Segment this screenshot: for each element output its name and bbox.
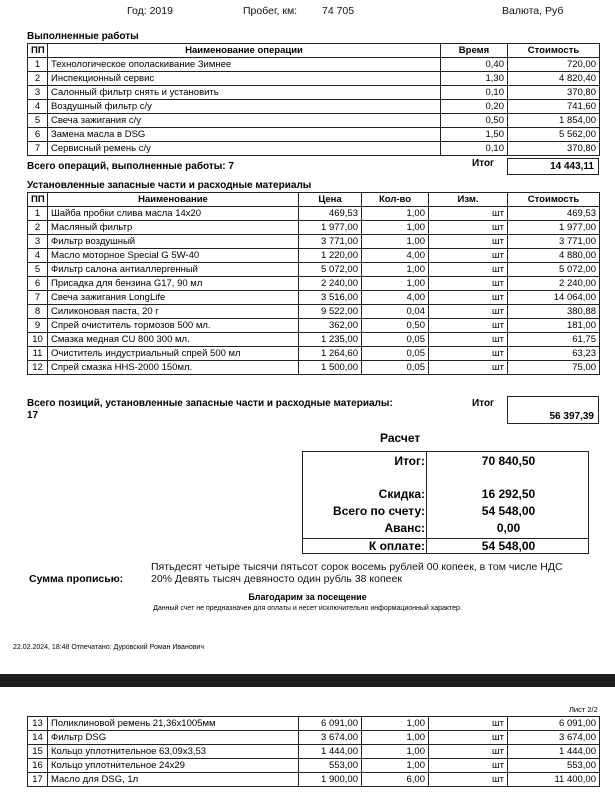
part-name: Масло моторное Special G 5W-40 — [48, 249, 299, 263]
operation-time: 1,30 — [441, 72, 508, 86]
part-unit: шт — [429, 717, 508, 731]
part-price: 9 522,00 — [299, 305, 362, 319]
part-unit: шт — [429, 347, 508, 361]
operation-name: Сервисный ремень с/у — [48, 142, 441, 156]
part-name: Присадка для бензина G17, 90 мл — [48, 277, 299, 291]
year-value: 2019 — [149, 5, 173, 17]
part-quantity: 6,00 — [362, 773, 429, 787]
part-name: Свеча зажигания LongLife — [48, 291, 299, 305]
part-unit: шт — [429, 263, 508, 277]
part-quantity: 1,00 — [362, 717, 429, 731]
col-header-number: ПП — [28, 44, 48, 58]
part-unit: шт — [429, 319, 508, 333]
works-row — [28, 142, 600, 156]
parts-row — [28, 319, 600, 333]
row-number: 3 — [28, 235, 48, 249]
part-unit: шт — [429, 235, 508, 249]
part-quantity: 1,00 — [362, 235, 429, 249]
operation-time: 0,10 — [441, 86, 508, 100]
part-price: 3 674,00 — [299, 731, 362, 745]
parts-row — [28, 361, 600, 375]
operation-time: 0,50 — [441, 114, 508, 128]
part-quantity: 1,00 — [362, 277, 429, 291]
part-quantity: 4,00 — [362, 291, 429, 305]
part-unit: шт — [429, 277, 508, 291]
row-number: 5 — [28, 114, 48, 128]
sheet-number: Лист 2/2 — [569, 705, 598, 714]
amount-words-label: Сумма прописью: — [29, 573, 124, 585]
parts-row — [28, 277, 600, 291]
parts-row — [28, 305, 600, 319]
part-price: 6 091,00 — [299, 717, 362, 731]
cut-off-header-line — [0, 0, 615, 1]
operation-cost: 5 562,00 — [508, 128, 600, 142]
part-price: 362,00 — [299, 319, 362, 333]
parts-row — [28, 745, 600, 759]
operation-cost: 370,80 — [508, 142, 600, 156]
row-number: 7 — [28, 142, 48, 156]
parts-row — [28, 235, 600, 249]
part-unit: шт — [429, 759, 508, 773]
part-unit: шт — [429, 249, 508, 263]
parts-row — [28, 773, 600, 787]
operation-name: Замена масла в DSG — [48, 128, 441, 142]
disclaimer-text: Данный счет не предназначен для оплаты и несет исключительно информационный характер. — [153, 605, 462, 612]
part-price: 3 771,00 — [299, 235, 362, 249]
mileage-label: Пробег, км: — [243, 5, 298, 17]
parts-section-title: Установленные запасные части и расходные материалы — [27, 180, 312, 191]
calc-value: 16 292,50 — [481, 487, 536, 501]
row-number: 12 — [28, 361, 48, 375]
parts-row — [28, 333, 600, 347]
part-cost: 3 674,00 — [508, 731, 600, 745]
thanks-text: Благодарим за посещение — [248, 592, 367, 602]
part-quantity: 0,05 — [362, 333, 429, 347]
works-summary: Всего операций, выполненные работы: 7 — [27, 161, 234, 172]
calc-value: 54 548,00 — [481, 504, 536, 518]
calc-value: 0,00 — [496, 521, 521, 535]
works-row — [28, 86, 600, 100]
parts-row — [28, 291, 600, 305]
part-name: Очиститель индустриальный спрей 500 мл — [48, 347, 299, 361]
part-name: Шайба пробки слива масла 14x20 — [48, 207, 299, 221]
parts-summary-line2: 17 — [27, 410, 39, 421]
part-name: Спрей очиститель тормозов 500 мл. — [48, 319, 299, 333]
row-number: 17 — [28, 773, 48, 787]
mileage-value: 74 705 — [322, 5, 355, 17]
part-price: 553,00 — [299, 759, 362, 773]
part-quantity: 0,05 — [362, 347, 429, 361]
amount-words-line1: Пятьдесят четыре тысячи пятьсот сорок восемь рублей 00 копеек, в том числе НДС — [151, 561, 563, 573]
operation-cost: 4 820,40 — [508, 72, 600, 86]
operation-time: 0,40 — [441, 58, 508, 72]
part-price: 3 516,00 — [299, 291, 362, 305]
col-header-operation: Наименование операции — [48, 44, 441, 58]
part-name: Фильтр воздушный — [48, 235, 299, 249]
part-quantity: 1,00 — [362, 731, 429, 745]
part-quantity: 4,00 — [362, 249, 429, 263]
part-quantity: 0,50 — [362, 319, 429, 333]
part-unit: шт — [429, 305, 508, 319]
operation-time: 0,10 — [441, 142, 508, 156]
parts-total-value: 56 397,39 — [507, 396, 599, 424]
part-cost: 469,53 — [508, 207, 600, 221]
operation-cost: 741,60 — [508, 100, 600, 114]
amount-words-line2: 20% Девять тысяч девяносто один рубль 38 копеек — [151, 573, 402, 585]
operation-name: Технологическое ополаскивание Зимнее — [48, 58, 441, 72]
part-price: 1 264,60 — [299, 347, 362, 361]
part-cost: 4 880,00 — [508, 249, 600, 263]
part-price: 1 444,00 — [299, 745, 362, 759]
part-unit: шт — [429, 773, 508, 787]
part-unit: шт — [429, 207, 508, 221]
row-number: 4 — [28, 100, 48, 114]
row-number: 6 — [28, 277, 48, 291]
calc-value: 54 548,00 — [481, 539, 536, 553]
operation-name: Салонный фильтр снять и установить — [48, 86, 441, 100]
parts-summary-line1: Всего позиций, установленные запасные части и расходные материалы: — [27, 398, 393, 409]
part-name: Смазка медная CU 800 300 мл. — [48, 333, 299, 347]
calc-label: Всего по счету: — [333, 504, 425, 518]
parts-total-label: Итог — [472, 398, 495, 409]
parts-row — [28, 759, 600, 773]
parts-row — [28, 347, 600, 361]
parts-row — [28, 731, 600, 745]
row-number: 16 — [28, 759, 48, 773]
operation-name: Воздушный фильтр с/у — [48, 100, 441, 114]
part-quantity: 1,00 — [362, 759, 429, 773]
row-number: 3 — [28, 86, 48, 100]
row-number: 4 — [28, 249, 48, 263]
row-number: 1 — [28, 207, 48, 221]
works-row — [28, 114, 600, 128]
col-header-unit: Изм. — [429, 193, 508, 207]
part-price: 1 500,00 — [299, 361, 362, 375]
part-name: Поликлиновой ремень 21,36x1005мм — [48, 717, 299, 731]
operation-cost: 370,80 — [508, 86, 600, 100]
col-header-number: ПП — [28, 193, 48, 207]
part-cost: 3 771,00 — [508, 235, 600, 249]
row-number: 5 — [28, 263, 48, 277]
part-cost: 1 444,00 — [508, 745, 600, 759]
part-quantity: 1,00 — [362, 745, 429, 759]
part-price: 1 235,00 — [299, 333, 362, 347]
calc-label: Итог: — [394, 454, 425, 468]
calc-row-advance — [303, 521, 588, 536]
parts-table-continued — [27, 716, 600, 787]
parts-table — [27, 192, 600, 375]
parts-row — [28, 263, 600, 277]
row-number: 1 — [28, 58, 48, 72]
parts-row — [28, 717, 600, 731]
part-cost: 2 240,00 — [508, 277, 600, 291]
part-quantity: 1,00 — [362, 221, 429, 235]
calc-value: 70 840,50 — [481, 454, 536, 468]
operation-name: Инспекционный сервис — [48, 72, 441, 86]
calc-row-to-pay — [303, 538, 588, 554]
part-name: Масляный фильтр — [48, 221, 299, 235]
operation-name: Свеча зажигания с/у — [48, 114, 441, 128]
row-number: 2 — [28, 221, 48, 235]
row-number: 14 — [28, 731, 48, 745]
part-cost: 75,00 — [508, 361, 600, 375]
calc-row-total — [303, 454, 588, 469]
part-cost: 61,75 — [508, 333, 600, 347]
calc-label: К оплате: — [368, 539, 425, 553]
works-header-row — [28, 44, 600, 58]
part-quantity: 0,04 — [362, 305, 429, 319]
part-unit: шт — [429, 221, 508, 235]
part-cost: 63,23 — [508, 347, 600, 361]
parts-row — [28, 221, 600, 235]
part-unit: шт — [429, 745, 508, 759]
parts-row — [28, 207, 600, 221]
page-separator — [0, 674, 615, 687]
part-unit: шт — [429, 361, 508, 375]
row-number: 2 — [28, 72, 48, 86]
parts-row — [28, 249, 600, 263]
part-cost: 553,00 — [508, 759, 600, 773]
part-price: 1 220,00 — [299, 249, 362, 263]
part-unit: шт — [429, 291, 508, 305]
calc-row-discount — [303, 487, 588, 502]
row-number: 11 — [28, 347, 48, 361]
works-row — [28, 100, 600, 114]
parts-header-row — [28, 193, 600, 207]
part-unit: шт — [429, 731, 508, 745]
works-row — [28, 58, 600, 72]
part-cost: 11 400,00 — [508, 773, 600, 787]
part-price: 1 977,00 — [299, 221, 362, 235]
currency-label: Валюта, Руб — [502, 5, 564, 17]
row-number: 8 — [28, 305, 48, 319]
calc-title: Расчет — [380, 431, 421, 445]
part-unit: шт — [429, 333, 508, 347]
col-header-cost: Стоимость — [508, 44, 600, 58]
col-header-quantity: Кол-во — [362, 193, 429, 207]
operation-time: 1,50 — [441, 128, 508, 142]
part-cost: 14 064,00 — [508, 291, 600, 305]
works-total-label: Итог — [472, 158, 495, 169]
operation-time: 0,20 — [441, 100, 508, 114]
part-price: 5 072,00 — [299, 263, 362, 277]
part-name: Спрей смазка HHS-2000 150мл. — [48, 361, 299, 375]
works-total-value: 14 443,11 — [507, 158, 599, 175]
works-table — [27, 43, 600, 156]
part-cost: 181,00 — [508, 319, 600, 333]
row-number: 15 — [28, 745, 48, 759]
part-quantity: 1,00 — [362, 207, 429, 221]
part-price: 2 240,00 — [299, 277, 362, 291]
part-name: Силиконовая паста, 20 г — [48, 305, 299, 319]
row-number: 9 — [28, 319, 48, 333]
year-field — [127, 5, 173, 17]
calc-box — [302, 451, 589, 554]
col-header-time: Время — [441, 44, 508, 58]
calc-label: Аванс: — [384, 521, 425, 535]
part-name: Фильтр DSG — [48, 731, 299, 745]
operation-cost: 1 854,00 — [508, 114, 600, 128]
part-price: 1 900,00 — [299, 773, 362, 787]
printed-by: 22.02.2024, 18:48 Отпечатано: Дуровский Роман Иванович — [13, 644, 204, 651]
works-section-title: Выполненные работы — [27, 31, 139, 42]
part-name: Кольцо уплотнительное 63,09x3,53 — [48, 745, 299, 759]
works-row — [28, 72, 600, 86]
col-header-price: Цена — [299, 193, 362, 207]
operation-cost: 720,00 — [508, 58, 600, 72]
part-name: Фильтр салона антиаллергенный — [48, 263, 299, 277]
row-number: 7 — [28, 291, 48, 305]
part-name: Кольцо уплотнительное 24x29 — [48, 759, 299, 773]
col-header-cost: Стоимость — [508, 193, 600, 207]
part-cost: 1 977,00 — [508, 221, 600, 235]
calc-row-invoice-total — [303, 504, 588, 519]
row-number: 13 — [28, 717, 48, 731]
col-header-name: Наименование — [48, 193, 299, 207]
part-name: Масло для DSG, 1л — [48, 773, 299, 787]
works-row — [28, 128, 600, 142]
part-quantity: 1,00 — [362, 263, 429, 277]
calc-label: Скидка: — [378, 487, 425, 501]
part-cost: 380,88 — [508, 305, 600, 319]
part-quantity: 0,05 — [362, 361, 429, 375]
year-label: Год: — [127, 5, 147, 17]
row-number: 6 — [28, 128, 48, 142]
part-cost: 5 072,00 — [508, 263, 600, 277]
row-number: 10 — [28, 333, 48, 347]
part-cost: 6 091,00 — [508, 717, 600, 731]
part-price: 469,53 — [299, 207, 362, 221]
